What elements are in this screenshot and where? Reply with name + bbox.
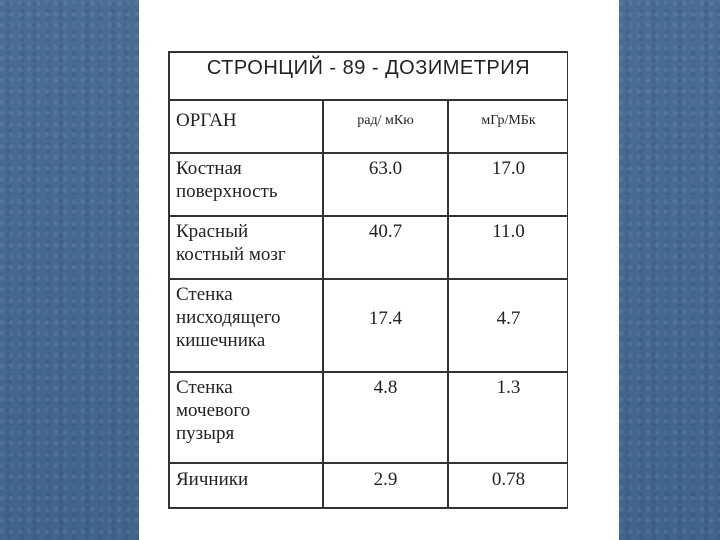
- organ-label: Яичники: [176, 469, 249, 490]
- rule-below-title: [170, 99, 568, 101]
- value-rad: 63.0: [368, 158, 403, 179]
- organ-label-line: костный мозг: [176, 244, 286, 265]
- organ-label-line: Костная: [176, 158, 242, 179]
- organ-label-line: нисходящего: [176, 307, 281, 328]
- value-mgr: 4.7: [496, 308, 521, 329]
- value-mgr: 1.3: [496, 377, 521, 398]
- organ-label-line: поверхность: [176, 181, 278, 202]
- organ-label-line: пузыря: [176, 423, 235, 444]
- organ-label: [176, 283, 281, 352]
- dosimetry-table: [168, 51, 568, 509]
- header-organ: ОРГАН: [176, 110, 237, 131]
- slide: [139, 0, 619, 540]
- value-mgr: 11.0: [492, 221, 525, 242]
- organ-label: [176, 157, 278, 203]
- value-rad: 4.8: [373, 377, 398, 398]
- value-rad: 17.4: [368, 308, 403, 329]
- value-rad: 2.9: [373, 469, 398, 490]
- value-rad: 40.7: [368, 221, 403, 242]
- row-divider: [170, 462, 568, 464]
- rule-below-header: [170, 152, 568, 154]
- organ-label: [176, 220, 286, 266]
- header-mgy-mbq: мГр/МБк: [481, 113, 536, 128]
- row-divider: [170, 371, 568, 373]
- organ-label: [176, 376, 250, 445]
- background-left: [0, 0, 139, 540]
- organ-label-line: кишечника: [176, 330, 266, 351]
- table-title: СТРОНЦИЙ - 89 - ДОЗИМЕТРИЯ: [206, 57, 531, 79]
- organ-label-line: Стенка: [176, 377, 233, 398]
- organ-label-line: мочевого: [176, 400, 251, 421]
- value-mgr: 0.78: [491, 469, 526, 490]
- row-divider: [170, 215, 568, 217]
- organ-label-line: Стенка: [176, 284, 233, 305]
- value-mgr: 17.0: [491, 158, 526, 179]
- organ-label-line: Красный: [176, 221, 249, 242]
- background-right: [619, 0, 720, 540]
- header-rad-mci: рад/ мКю: [357, 113, 414, 128]
- row-divider: [170, 278, 568, 280]
